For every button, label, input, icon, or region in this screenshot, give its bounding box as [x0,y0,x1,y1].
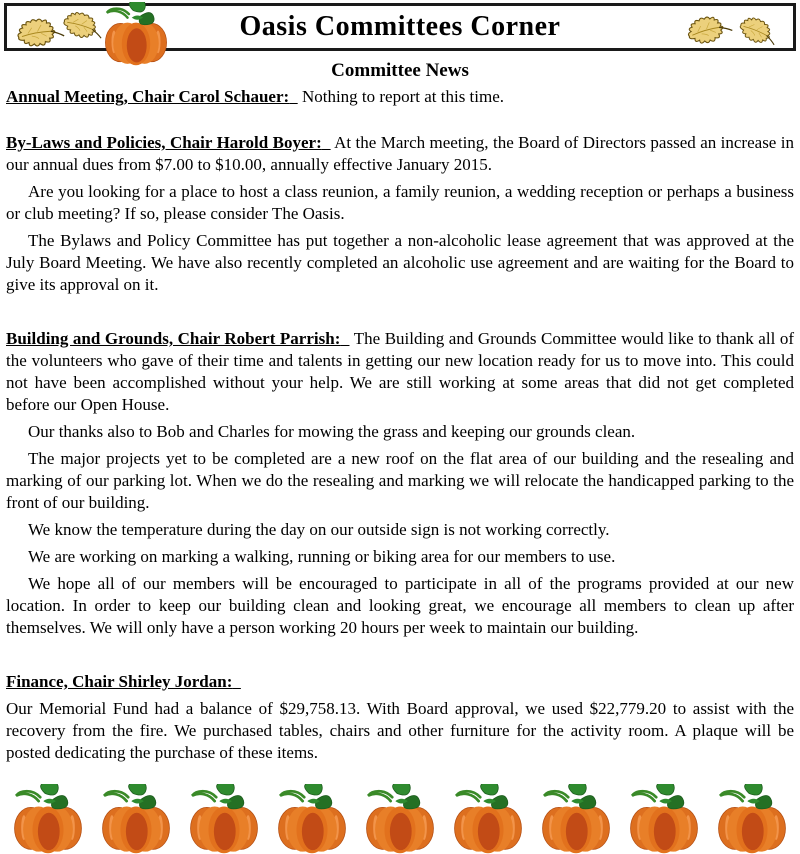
section-lead: Nothing to report at this time. [301,87,505,106]
paragraph: We know the temperature during the day on our outside sign is not working correctly. [28,520,610,539]
section-finance [6,671,794,764]
oak-leaf-icon [681,7,738,52]
pumpkin-icon [97,784,175,854]
section-lead: The Building and Grounds Committee would like to thank all of the volunteers who gave of their time and talents in getting our new location ready for us to move into. This could not have been accomplished without your help. We are still working at some areas that did not get completed before our Open House. [6,329,795,414]
section-heading: Building and Grounds, Chair Robert Parrish: [6,329,341,348]
oak-leaf-icon [734,11,785,52]
pumpkin-row [4,784,796,854]
section-heading: By-Laws and Policies, Chair Harold Boyer: [6,133,322,152]
pumpkin-icon [273,784,351,854]
section-annual-meeting [6,86,794,108]
paragraph: The major projects yet to be completed are a new roof on the flat area of our building and the resealing and marking of our parking lot. When we do the resealing and marking we will relocate the handicapped parking to the front of our building. [6,449,794,512]
newsletter-body [6,86,794,764]
paragraph: We are working on marking a walking, running or biking area for our members to use. [28,547,616,566]
section-heading: Annual Meeting, Chair Carol Schauer: [6,87,290,106]
section-heading: Finance, Chair Shirley Jordan: [6,672,233,691]
section-lead: At the March meeting, the Board of Directors passed an increase in our annual dues from $7.00 to $10.00, annually effective January 2015. [6,133,795,174]
paragraph: The Bylaws and Policy Committee has put together a non-alcoholic lease agreement that was approved at the July Board Meeting. We have also recently completed an alcoholic use agreement and are waiting for the Board to give its approval on it. [6,231,794,294]
pumpkin-icon [361,784,439,854]
section-building-grounds [6,328,794,639]
pumpkin-icon [9,784,87,854]
section-title-committee-news: Committee News [331,60,469,81]
pumpkin-icon [185,784,263,854]
pumpkin-icon [99,2,173,66]
pumpkin-icon [449,784,527,854]
section-bylaws-policies [6,132,794,296]
paragraph: We hope all of our members will be encouraged to participate in all of the programs provided at our new location. In order to keep our building clean and looking great, we encourage all members to clean up after themselves. We will only have a person working 20 hours per week to maintain our building. [6,574,794,637]
paragraph: Are you looking for a place to host a class reunion, a family reunion, a wedding reception or perhaps a business or club meeting? If so, please consider The Oasis. [6,182,794,223]
banner [4,3,796,51]
paragraph: Our thanks also to Bob and Charles for mowing the grass and keeping our grounds clean. [28,422,636,441]
paragraph: Our Memorial Fund had a balance of $29,758.13. With Board approval, we used $22,779.20 to assist with the recovery from the fire. We purchased tables, chairs and other furniture for the activity room. A plaque will be posted dedicating the purchase of these items. [6,699,794,762]
pumpkin-icon [713,784,791,854]
page-title: Oasis Committees Corner [239,11,561,42]
pumpkin-icon [537,784,615,854]
pumpkin-icon [625,784,703,854]
